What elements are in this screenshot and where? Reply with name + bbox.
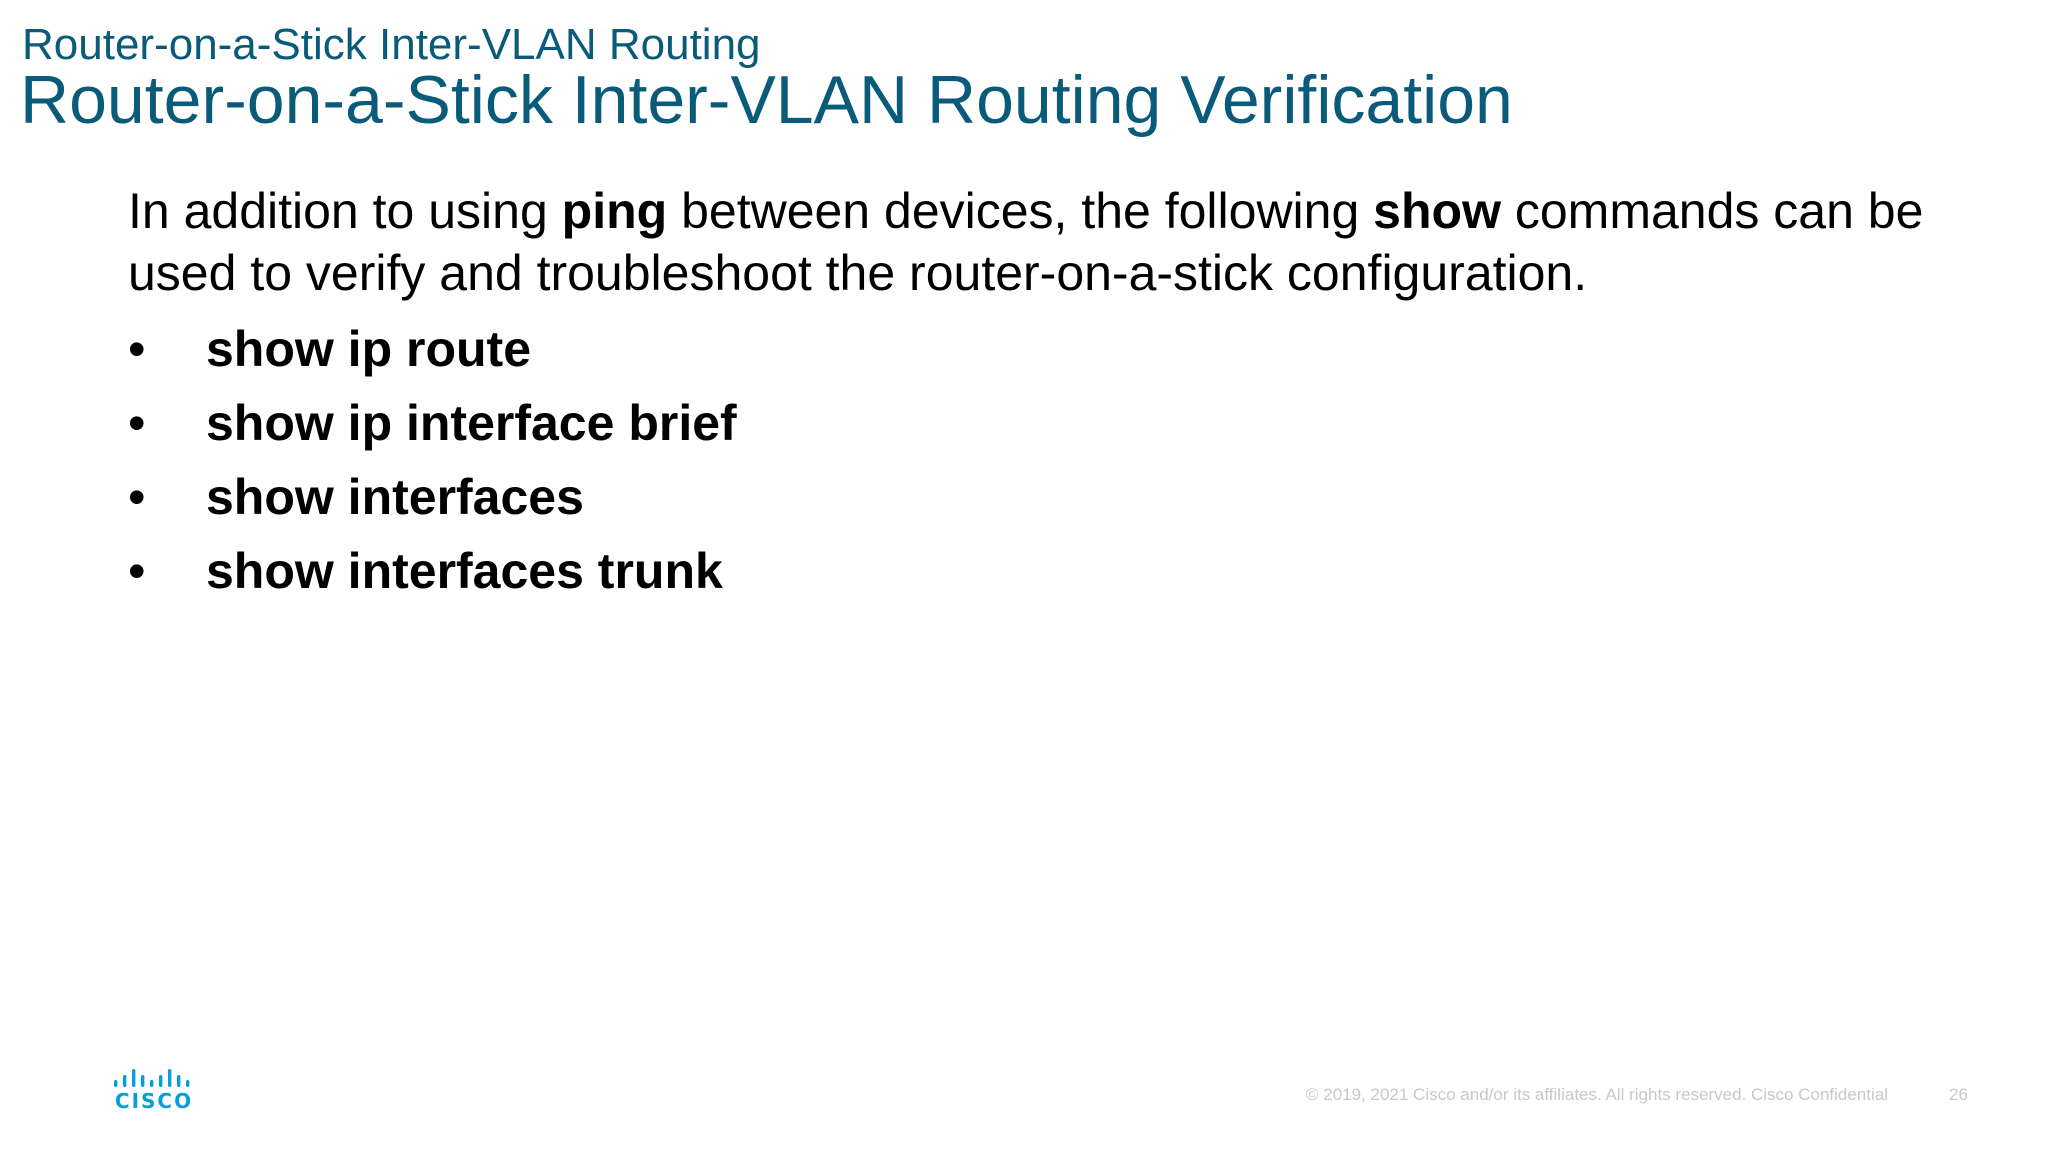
slide-title: Router-on-a-Stick Inter-VLAN Routing Verification — [20, 62, 1513, 138]
list-item — [128, 466, 1948, 528]
intro-bold-ping: ping — [561, 183, 668, 239]
list-item — [128, 318, 1948, 380]
cisco-bars-icon — [112, 1068, 196, 1090]
page-number: 26 — [1949, 1085, 1968, 1104]
copyright-text: © 2019, 2021 Cisco and/or its affiliates. All rights reserved. Cisco Confidential — [1306, 1085, 1889, 1104]
command-text: show interfaces trunk — [206, 543, 723, 599]
bullet-icon: • — [128, 543, 146, 599]
command-text: show ip route — [206, 321, 531, 377]
intro-paragraph — [128, 180, 1948, 304]
command-text: show interfaces — [206, 469, 584, 525]
intro-bold-show: show — [1373, 183, 1501, 239]
intro-text-1: In addition to using — [128, 183, 562, 239]
list-item — [128, 392, 1948, 454]
cisco-logo — [112, 1068, 196, 1114]
section-title: Router-on-a-Stick Inter-VLAN Routing — [22, 20, 761, 69]
list-item — [128, 540, 1948, 602]
command-list — [128, 318, 1948, 602]
intro-text-3: commands can be used to verify and troubleshoot the router-on-a-stick configuration. — [128, 183, 1924, 301]
slide-content — [128, 180, 1948, 614]
command-text: show ip interface brief — [206, 395, 737, 451]
intro-text-2: between devices, the following — [667, 183, 1374, 239]
logo-wordmark: CISCO — [114, 1089, 194, 1113]
bullet-icon: • — [128, 469, 146, 525]
bullet-icon: • — [128, 321, 146, 377]
bullet-icon: • — [128, 395, 146, 451]
